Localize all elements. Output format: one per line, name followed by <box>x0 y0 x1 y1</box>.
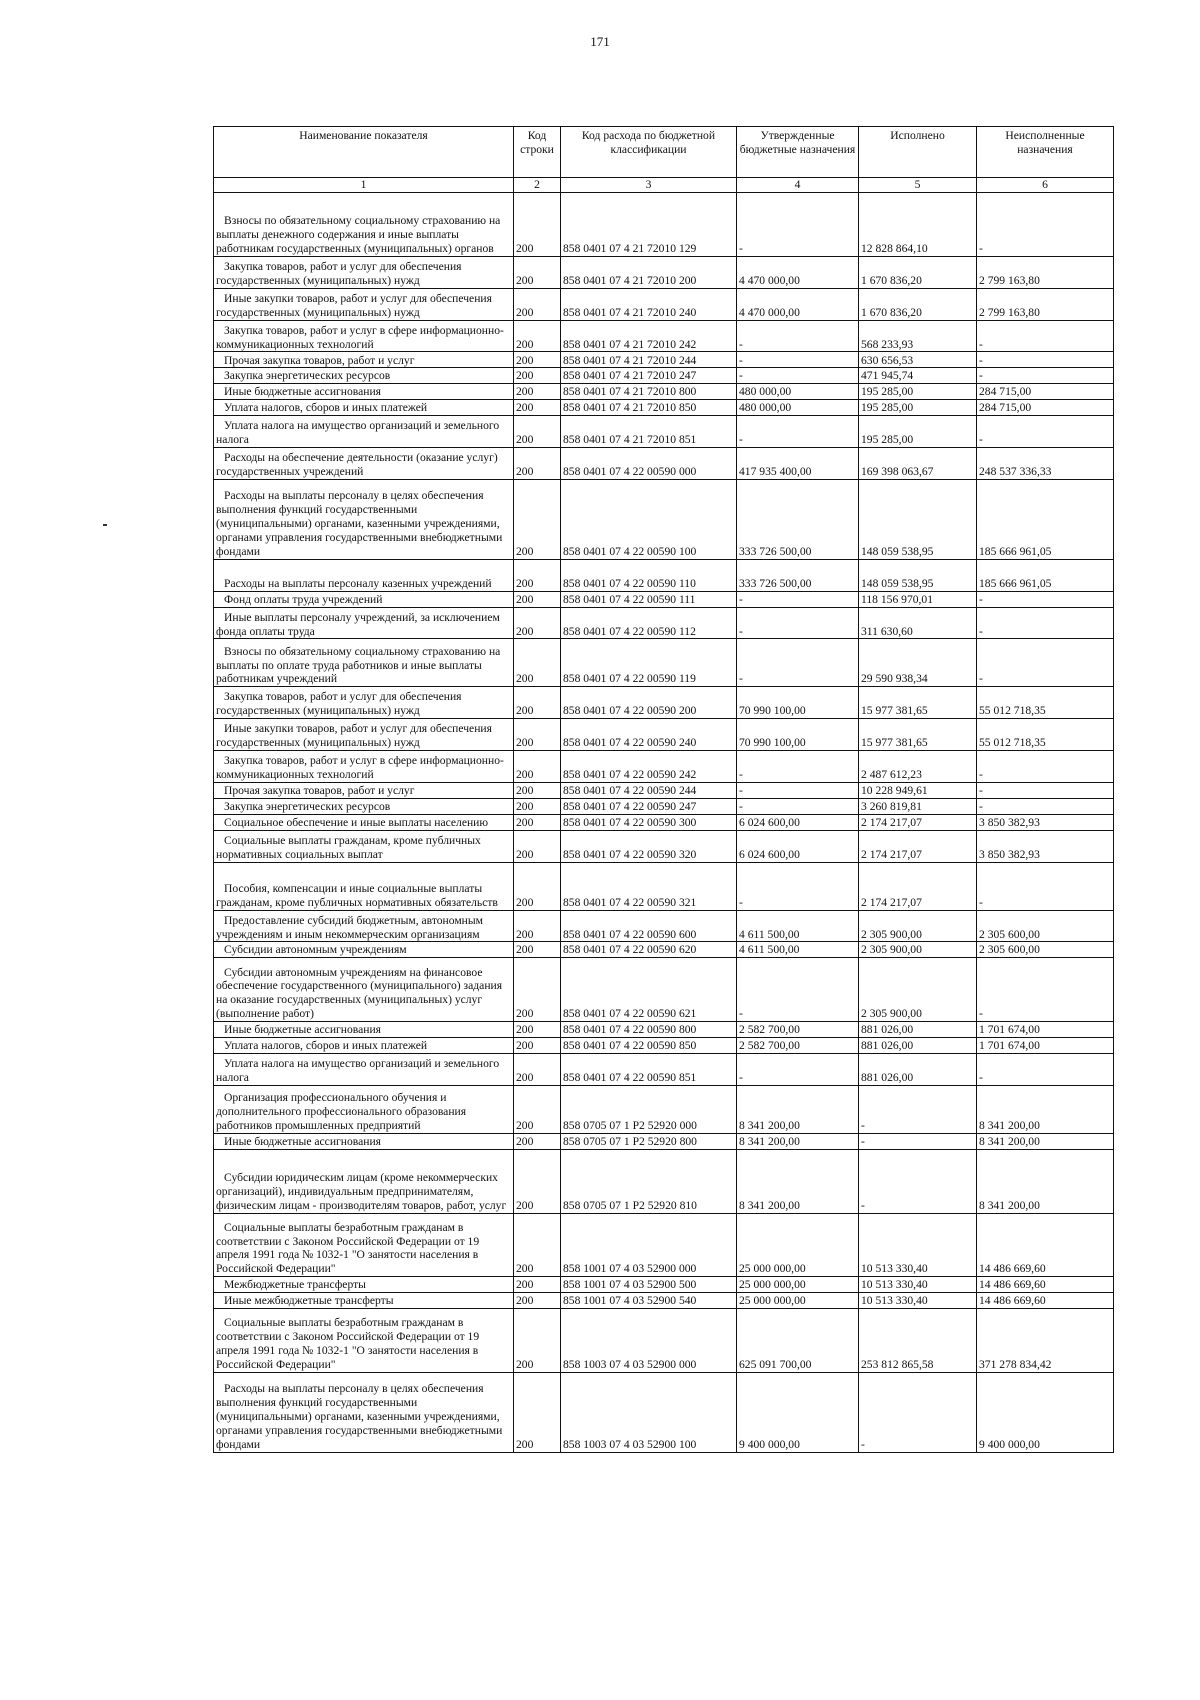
row-line-code: 200 <box>514 782 561 798</box>
row-classification-code: 858 0401 07 4 22 00590 100 <box>561 480 737 560</box>
row-unexecuted: 8 341 200,00 <box>977 1149 1114 1213</box>
row-executed: 881 026,00 <box>859 1022 977 1038</box>
table-row <box>214 862 1114 910</box>
row-classification-code: 858 0401 07 4 22 00590 620 <box>561 942 737 958</box>
row-name: Взносы по обязательному социальному страхованию на выплаты по оплате труда работников и иные выплаты работникам учреждений <box>214 639 514 687</box>
row-name: Расходы на выплаты персоналу казенных учреждений <box>214 559 514 591</box>
row-approved: 6 024 600,00 <box>737 814 859 830</box>
row-classification-code: 858 0401 07 4 22 00590 119 <box>561 639 737 687</box>
row-line-code: 200 <box>514 559 561 591</box>
row-classification-code: 858 0401 07 4 22 00590 851 <box>561 1054 737 1086</box>
row-approved: 9 400 000,00 <box>737 1372 859 1452</box>
row-line-code: 200 <box>514 958 561 1022</box>
row-executed: 15 977 381,65 <box>859 719 977 751</box>
row-name: Иные выплаты персоналу учреждений, за исключением фонда оплаты труда <box>214 607 514 639</box>
row-unexecuted: 2 799 163,80 <box>977 256 1114 288</box>
row-approved: 25 000 000,00 <box>737 1277 859 1293</box>
table-row <box>214 1133 1114 1149</box>
row-unexecuted: - <box>977 416 1114 448</box>
table-row <box>214 193 1114 257</box>
row-name: Уплата налогов, сборов и иных платежей <box>214 400 514 416</box>
row-unexecuted: - <box>977 862 1114 910</box>
row-classification-code: 858 0401 07 4 22 00590 247 <box>561 798 737 814</box>
table-row <box>214 607 1114 639</box>
row-line-code: 200 <box>514 320 561 352</box>
table-header-row <box>214 127 1114 178</box>
row-approved: 4 611 500,00 <box>737 910 859 942</box>
row-line-code: 200 <box>514 1038 561 1054</box>
row-classification-code: 858 0705 07 1 P2 52920 000 <box>561 1085 737 1133</box>
row-approved: - <box>737 416 859 448</box>
column-number: 1 <box>214 178 514 193</box>
row-unexecuted: - <box>977 782 1114 798</box>
row-executed: 311 630,60 <box>859 607 977 639</box>
table-row <box>214 1149 1114 1213</box>
row-unexecuted: - <box>977 591 1114 607</box>
table-row <box>214 910 1114 942</box>
header-indicator-name: Наименование показателя <box>214 127 514 178</box>
row-approved: - <box>737 958 859 1022</box>
row-classification-code: 858 1003 07 4 03 52900 100 <box>561 1372 737 1452</box>
row-name: Фонд оплаты труда учреждений <box>214 591 514 607</box>
table-row <box>214 1038 1114 1054</box>
row-executed: 253 812 865,58 <box>859 1309 977 1373</box>
row-unexecuted: - <box>977 368 1114 384</box>
row-unexecuted: 55 012 718,35 <box>977 687 1114 719</box>
row-executed: 169 398 063,67 <box>859 448 977 480</box>
row-classification-code: 858 0401 07 4 22 00590 300 <box>561 814 737 830</box>
row-classification-code: 858 0401 07 4 22 00590 200 <box>561 687 737 719</box>
row-name: Расходы на выплаты персоналу в целях обеспечения выполнения функций государственными (муниципальными) органами, казенными учреждениями, органами управления государственными внебюджетными фондами <box>214 480 514 560</box>
table-row <box>214 400 1114 416</box>
table-row <box>214 416 1114 448</box>
row-unexecuted: - <box>977 798 1114 814</box>
row-classification-code: 858 0401 07 4 22 00590 321 <box>561 862 737 910</box>
row-unexecuted: 2 799 163,80 <box>977 288 1114 320</box>
row-line-code: 200 <box>514 256 561 288</box>
row-name: Прочая закупка товаров, работ и услуг <box>214 352 514 368</box>
row-line-code: 200 <box>514 1372 561 1452</box>
row-name: Иные бюджетные ассигнования <box>214 1133 514 1149</box>
row-unexecuted: 14 486 669,60 <box>977 1213 1114 1277</box>
table-row <box>214 559 1114 591</box>
row-approved: 2 582 700,00 <box>737 1022 859 1038</box>
row-unexecuted: 185 666 961,05 <box>977 559 1114 591</box>
row-executed: 2 305 900,00 <box>859 910 977 942</box>
row-approved: - <box>737 782 859 798</box>
row-executed: 195 285,00 <box>859 384 977 400</box>
row-approved: - <box>737 368 859 384</box>
table-row <box>214 1213 1114 1277</box>
table-body <box>214 193 1114 1453</box>
table-row <box>214 1085 1114 1133</box>
row-approved: - <box>737 1054 859 1086</box>
table-row <box>214 288 1114 320</box>
row-executed: 15 977 381,65 <box>859 687 977 719</box>
table-row <box>214 830 1114 862</box>
row-approved: - <box>737 193 859 257</box>
row-unexecuted: - <box>977 1054 1114 1086</box>
row-unexecuted: - <box>977 320 1114 352</box>
row-line-code: 200 <box>514 639 561 687</box>
row-classification-code: 858 0401 07 4 22 00590 112 <box>561 607 737 639</box>
row-line-code: 200 <box>514 1054 561 1086</box>
table-row <box>214 591 1114 607</box>
budget-execution-table <box>213 126 1114 1453</box>
row-classification-code: 858 0401 07 4 22 00590 621 <box>561 958 737 1022</box>
table-row <box>214 1293 1114 1309</box>
table-row <box>214 256 1114 288</box>
row-line-code: 200 <box>514 814 561 830</box>
row-executed: 1 670 836,20 <box>859 256 977 288</box>
row-name: Закупка товаров, работ и услуг для обеспечения государственных (муниципальных) нужд <box>214 687 514 719</box>
row-line-code: 200 <box>514 368 561 384</box>
row-classification-code: 858 0705 07 1 P2 52920 810 <box>561 1149 737 1213</box>
row-classification-code: 858 0401 07 4 22 00590 600 <box>561 910 737 942</box>
table-row <box>214 384 1114 400</box>
row-executed: 2 305 900,00 <box>859 958 977 1022</box>
row-executed: - <box>859 1372 977 1452</box>
table-row <box>214 751 1114 783</box>
row-name: Закупка энергетических ресурсов <box>214 798 514 814</box>
row-unexecuted: 3 850 382,93 <box>977 830 1114 862</box>
row-unexecuted: 185 666 961,05 <box>977 480 1114 560</box>
row-executed: 881 026,00 <box>859 1038 977 1054</box>
row-name: Иные бюджетные ассигнования <box>214 1022 514 1038</box>
row-approved: - <box>737 798 859 814</box>
row-line-code: 200 <box>514 1022 561 1038</box>
column-number: 4 <box>737 178 859 193</box>
row-approved: 25 000 000,00 <box>737 1213 859 1277</box>
row-name: Социальные выплаты гражданам, кроме публичных нормативных социальных выплат <box>214 830 514 862</box>
row-executed: 12 828 864,10 <box>859 193 977 257</box>
row-executed: 148 059 538,95 <box>859 559 977 591</box>
row-approved: 480 000,00 <box>737 400 859 416</box>
row-executed: - <box>859 1149 977 1213</box>
table-row <box>214 1372 1114 1452</box>
row-name: Прочая закупка товаров, работ и услуг <box>214 782 514 798</box>
row-approved: - <box>737 352 859 368</box>
table-row <box>214 814 1114 830</box>
table-row <box>214 782 1114 798</box>
row-name: Иные закупки товаров, работ и услуг для обеспечения государственных (муниципальных) нужд <box>214 719 514 751</box>
row-approved: 4 470 000,00 <box>737 256 859 288</box>
row-name: Закупка товаров, работ и услуг для обеспечения государственных (муниципальных) нужд <box>214 256 514 288</box>
row-classification-code: 858 0401 07 4 22 00590 320 <box>561 830 737 862</box>
column-number: 6 <box>977 178 1114 193</box>
row-line-code: 200 <box>514 448 561 480</box>
row-line-code: 200 <box>514 1133 561 1149</box>
row-executed: 29 590 938,34 <box>859 639 977 687</box>
row-executed: 568 233,93 <box>859 320 977 352</box>
row-unexecuted: - <box>977 639 1114 687</box>
row-line-code: 200 <box>514 607 561 639</box>
row-unexecuted: - <box>977 352 1114 368</box>
table-row <box>214 1022 1114 1038</box>
row-line-code: 200 <box>514 910 561 942</box>
row-classification-code: 858 0401 07 4 21 72010 851 <box>561 416 737 448</box>
header-unexecuted: Неисполненные назначения <box>977 127 1114 178</box>
row-line-code: 200 <box>514 1293 561 1309</box>
header-line-code: Код строки <box>514 127 561 178</box>
row-name: Иные бюджетные ассигнования <box>214 384 514 400</box>
row-name: Организация профессионального обучения и дополнительного профессионального образования работников промышленных предприятий <box>214 1085 514 1133</box>
row-line-code: 200 <box>514 384 561 400</box>
row-unexecuted: 2 305 600,00 <box>977 910 1114 942</box>
row-unexecuted: 1 701 674,00 <box>977 1038 1114 1054</box>
page-number: 171 <box>590 34 610 49</box>
row-line-code: 200 <box>514 1277 561 1293</box>
row-approved: - <box>737 862 859 910</box>
row-line-code: 200 <box>514 719 561 751</box>
table-row <box>214 480 1114 560</box>
row-line-code: 200 <box>514 1309 561 1373</box>
table-row <box>214 687 1114 719</box>
row-approved: 70 990 100,00 <box>737 719 859 751</box>
row-line-code: 200 <box>514 1085 561 1133</box>
row-line-code: 200 <box>514 1213 561 1277</box>
row-line-code: 200 <box>514 400 561 416</box>
row-unexecuted: - <box>977 751 1114 783</box>
row-unexecuted: - <box>977 193 1114 257</box>
row-name: Субсидии юридическим лицам (кроме некоммерческих организаций), индивидуальным предпринимателям, физическим лицам - производителям товаров, работ, услуг <box>214 1149 514 1213</box>
row-approved: - <box>737 591 859 607</box>
table-row <box>214 798 1114 814</box>
row-approved: 2 582 700,00 <box>737 1038 859 1054</box>
row-name: Взносы по обязательному социальному страхованию на выплаты денежного содержания и иные выплаты работникам государственных (муниципальных) органов <box>214 193 514 257</box>
row-executed: - <box>859 1085 977 1133</box>
row-name: Субсидии автономным учреждениям <box>214 942 514 958</box>
row-unexecuted: 284 715,00 <box>977 384 1114 400</box>
row-line-code: 200 <box>514 862 561 910</box>
row-executed: 3 260 819,81 <box>859 798 977 814</box>
row-line-code: 200 <box>514 1149 561 1213</box>
row-line-code: 200 <box>514 352 561 368</box>
row-unexecuted: 14 486 669,60 <box>977 1277 1114 1293</box>
row-executed: 195 285,00 <box>859 400 977 416</box>
row-executed: 2 487 612,23 <box>859 751 977 783</box>
row-executed: - <box>859 1133 977 1149</box>
row-approved: 8 341 200,00 <box>737 1149 859 1213</box>
header-executed: Исполнено <box>859 127 977 178</box>
row-line-code: 200 <box>514 193 561 257</box>
column-number: 5 <box>859 178 977 193</box>
table-row <box>214 639 1114 687</box>
row-executed: 881 026,00 <box>859 1054 977 1086</box>
column-number: 2 <box>514 178 561 193</box>
row-classification-code: 858 0705 07 1 P2 52920 800 <box>561 1133 737 1149</box>
row-classification-code: 858 0401 07 4 21 72010 240 <box>561 288 737 320</box>
row-classification-code: 858 0401 07 4 21 72010 200 <box>561 256 737 288</box>
row-approved: 4 611 500,00 <box>737 942 859 958</box>
row-name: Расходы на обеспечение деятельности (оказание услуг) государственных учреждений <box>214 448 514 480</box>
header-approved: Утвержденные бюджетные назначения <box>737 127 859 178</box>
row-line-code: 200 <box>514 830 561 862</box>
row-line-code: 200 <box>514 751 561 783</box>
row-line-code: 200 <box>514 942 561 958</box>
row-name: Иные межбюджетные трансферты <box>214 1293 514 1309</box>
row-classification-code: 858 0401 07 4 22 00590 000 <box>561 448 737 480</box>
row-executed: 195 285,00 <box>859 416 977 448</box>
row-classification-code: 858 0401 07 4 22 00590 244 <box>561 782 737 798</box>
table-row <box>214 352 1114 368</box>
row-approved: 417 935 400,00 <box>737 448 859 480</box>
row-classification-code: 858 0401 07 4 21 72010 129 <box>561 193 737 257</box>
row-unexecuted: 9 400 000,00 <box>977 1372 1114 1452</box>
row-executed: 10 513 330,40 <box>859 1213 977 1277</box>
row-name: Социальные выплаты безработным гражданам в соответствии с Законом Российской Федерации от 19 апреля 1991 года № 1032-1 "О занятости населения в Российской Федерации" <box>214 1213 514 1277</box>
row-name: Субсидии автономным учреждениям на финансовое обеспечение государственного (муниципального) задания на оказание государственных (муниципальных) услуг (выполнение работ) <box>214 958 514 1022</box>
row-approved: - <box>737 751 859 783</box>
margin-mark <box>103 524 107 526</box>
row-line-code: 200 <box>514 416 561 448</box>
row-line-code: 200 <box>514 288 561 320</box>
row-name: Закупка товаров, работ и услуг в сфере информационно-коммуникационных технологий <box>214 320 514 352</box>
row-executed: 10 228 949,61 <box>859 782 977 798</box>
row-name: Закупка товаров, работ и услуг в сфере информационно-коммуникационных технологий <box>214 751 514 783</box>
row-line-code: 200 <box>514 687 561 719</box>
row-classification-code: 858 0401 07 4 22 00590 850 <box>561 1038 737 1054</box>
row-line-code: 200 <box>514 798 561 814</box>
row-name: Социальные выплаты безработным гражданам в соответствии с Законом Российской Федерации от 19 апреля 1991 года № 1032-1 "О занятости населения в Российской Федерации" <box>214 1309 514 1373</box>
row-executed: 118 156 970,01 <box>859 591 977 607</box>
row-executed: 630 656,53 <box>859 352 977 368</box>
row-executed: 2 174 217,07 <box>859 830 977 862</box>
table-row <box>214 958 1114 1022</box>
row-unexecuted: 1 701 674,00 <box>977 1022 1114 1038</box>
row-line-code: 200 <box>514 591 561 607</box>
table-row <box>214 320 1114 352</box>
row-executed: 471 945,74 <box>859 368 977 384</box>
row-classification-code: 858 0401 07 4 22 00590 111 <box>561 591 737 607</box>
row-approved: 70 990 100,00 <box>737 687 859 719</box>
row-unexecuted: - <box>977 958 1114 1022</box>
row-name: Закупка энергетических ресурсов <box>214 368 514 384</box>
row-classification-code: 858 0401 07 4 21 72010 850 <box>561 400 737 416</box>
row-name: Уплата налога на имущество организаций и земельного налога <box>214 1054 514 1086</box>
row-unexecuted: 8 341 200,00 <box>977 1085 1114 1133</box>
row-classification-code: 858 0401 07 4 22 00590 242 <box>561 751 737 783</box>
row-unexecuted: 14 486 669,60 <box>977 1293 1114 1309</box>
row-executed: 148 059 538,95 <box>859 480 977 560</box>
row-approved: - <box>737 320 859 352</box>
row-classification-code: 858 1001 07 4 03 52900 500 <box>561 1277 737 1293</box>
row-approved: - <box>737 607 859 639</box>
table-row <box>214 1309 1114 1373</box>
row-unexecuted: - <box>977 607 1114 639</box>
table-row <box>214 719 1114 751</box>
row-name: Социальное обеспечение и иные выплаты населению <box>214 814 514 830</box>
row-classification-code: 858 0401 07 4 21 72010 244 <box>561 352 737 368</box>
row-approved: 333 726 500,00 <box>737 559 859 591</box>
row-classification-code: 858 0401 07 4 21 72010 242 <box>561 320 737 352</box>
column-number-row <box>214 178 1114 193</box>
row-name: Предоставление субсидий бюджетным, автономным учреждениям и иным некоммерческим организациям <box>214 910 514 942</box>
row-name: Иные закупки товаров, работ и услуг для обеспечения государственных (муниципальных) нужд <box>214 288 514 320</box>
row-approved: 333 726 500,00 <box>737 480 859 560</box>
row-approved: 480 000,00 <box>737 384 859 400</box>
row-approved: 625 091 700,00 <box>737 1309 859 1373</box>
row-unexecuted: 371 278 834,42 <box>977 1309 1114 1373</box>
header-classification-code: Код расхода по бюджетной классификации <box>561 127 737 178</box>
row-name: Уплата налога на имущество организаций и земельного налога <box>214 416 514 448</box>
row-unexecuted: 284 715,00 <box>977 400 1114 416</box>
row-executed: 1 670 836,20 <box>859 288 977 320</box>
row-classification-code: 858 0401 07 4 22 00590 800 <box>561 1022 737 1038</box>
row-approved: 6 024 600,00 <box>737 830 859 862</box>
table-row <box>214 368 1114 384</box>
row-name: Расходы на выплаты персоналу в целях обеспечения выполнения функций государственными (муниципальными) органами, казенными учреждениями, органами управления государственными внебюджетными фондами <box>214 1372 514 1452</box>
table-row <box>214 448 1114 480</box>
row-name: Уплата налогов, сборов и иных платежей <box>214 1038 514 1054</box>
column-number: 3 <box>561 178 737 193</box>
row-unexecuted: 3 850 382,93 <box>977 814 1114 830</box>
row-name: Пособия, компенсации и иные социальные выплаты гражданам, кроме публичных нормативных обязательств <box>214 862 514 910</box>
row-classification-code: 858 0401 07 4 22 00590 110 <box>561 559 737 591</box>
row-unexecuted: 248 537 336,33 <box>977 448 1114 480</box>
row-approved: 8 341 200,00 <box>737 1133 859 1149</box>
table-row <box>214 942 1114 958</box>
row-unexecuted: 55 012 718,35 <box>977 719 1114 751</box>
row-unexecuted: 8 341 200,00 <box>977 1133 1114 1149</box>
row-approved: 4 470 000,00 <box>737 288 859 320</box>
row-name: Межбюджетные трансферты <box>214 1277 514 1293</box>
row-executed: 2 305 900,00 <box>859 942 977 958</box>
row-approved: - <box>737 639 859 687</box>
row-executed: 2 174 217,07 <box>859 814 977 830</box>
row-line-code: 200 <box>514 480 561 560</box>
row-unexecuted: 2 305 600,00 <box>977 942 1114 958</box>
row-classification-code: 858 0401 07 4 22 00590 240 <box>561 719 737 751</box>
row-executed: 10 513 330,40 <box>859 1293 977 1309</box>
row-approved: 25 000 000,00 <box>737 1293 859 1309</box>
table-row <box>214 1054 1114 1086</box>
row-approved: 8 341 200,00 <box>737 1085 859 1133</box>
table-row <box>214 1277 1114 1293</box>
row-classification-code: 858 1001 07 4 03 52900 540 <box>561 1293 737 1309</box>
row-executed: 10 513 330,40 <box>859 1277 977 1293</box>
row-classification-code: 858 1001 07 4 03 52900 000 <box>561 1213 737 1277</box>
row-classification-code: 858 1003 07 4 03 52900 000 <box>561 1309 737 1373</box>
row-classification-code: 858 0401 07 4 21 72010 247 <box>561 368 737 384</box>
row-executed: 2 174 217,07 <box>859 862 977 910</box>
row-classification-code: 858 0401 07 4 21 72010 800 <box>561 384 737 400</box>
